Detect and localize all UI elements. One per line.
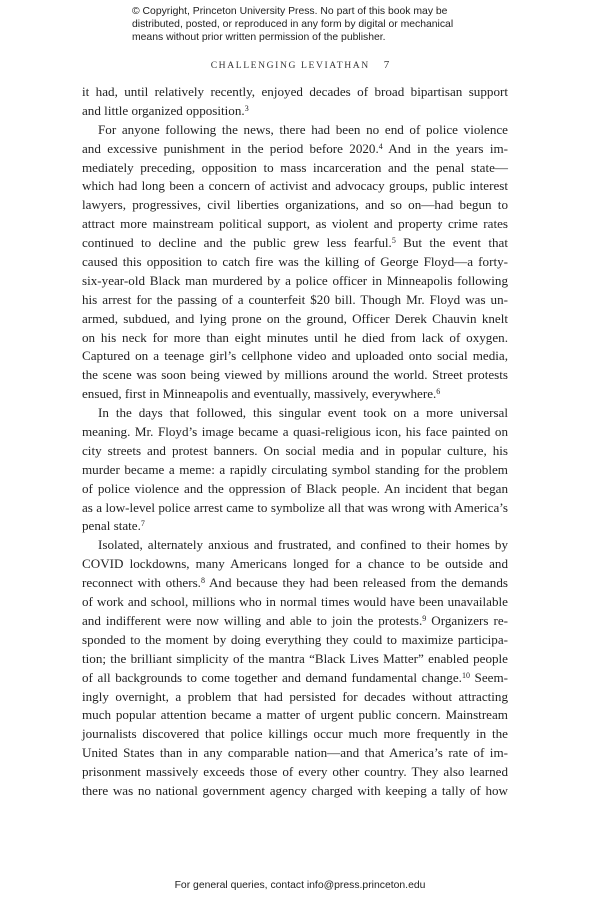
paragraph: [82, 404, 508, 536]
line-text: of work and school, millions who in normal times would have been unavailable: [82, 594, 508, 610]
text-line: [82, 159, 508, 178]
text-line: [82, 650, 508, 669]
text-line: [82, 763, 508, 782]
line-text: COVID lockdowns, many Americans longed for a chance to be outside and: [82, 556, 508, 572]
line-text: of police violence and the oppression of Black people. An incident that began: [82, 480, 508, 496]
paragraph: [82, 83, 508, 121]
line-text-continued: And in the years im-: [382, 140, 508, 156]
footnote-reference[interactable]: 5: [391, 236, 396, 246]
text-line: [82, 536, 508, 555]
body-text: [82, 83, 508, 801]
line-text: penal state.: [82, 518, 141, 534]
footnote-reference[interactable]: 7: [140, 519, 145, 529]
line-text: attract more mainstream political support, as violent and property crime rates: [82, 216, 508, 232]
line-text: and excessive punishment in the period before 2020.: [82, 140, 379, 156]
footer-contact: For general queries, contact info@press.princeton.edu: [174, 880, 426, 891]
copyright-notice: [132, 5, 512, 44]
line-text: which had long been a concern of activist and advocacy groups, public interest: [82, 178, 508, 194]
text-line: [82, 253, 508, 272]
line-text: and little organized opposition.: [82, 102, 245, 118]
text-line: [82, 196, 508, 215]
footnote-reference[interactable]: 4: [378, 141, 383, 151]
text-line: [82, 631, 508, 650]
text-line: [82, 177, 508, 196]
text-line: [82, 234, 508, 253]
text-line: [82, 499, 508, 518]
text-line: [82, 272, 508, 291]
text-line: [82, 574, 508, 593]
line-text: Captured on a teenage girl’s cellphone video and uploaded onto social media,: [82, 348, 508, 364]
footnote-reference[interactable]: 8: [200, 576, 205, 586]
line-text: of all backgrounds to come together and demand fundamental change.: [82, 669, 462, 685]
text-line: [82, 215, 508, 234]
footnote-reference[interactable]: 6: [436, 387, 441, 397]
line-text: tion; the brilliant simplicity of the mantra “Black Lives Matter” enabled people: [82, 650, 508, 666]
running-head: [0, 59, 600, 71]
text-line: [82, 517, 508, 536]
text-line: [82, 329, 508, 348]
text-line: [82, 612, 508, 631]
text-line: [82, 291, 508, 310]
line-text-continued: And because they had been released from the demands: [204, 575, 508, 591]
line-text: lawyers, progressives, civil liberties organizations, and so on—had begun to: [82, 197, 508, 213]
text-line: [82, 385, 508, 404]
line-text-continued: But the event that: [395, 235, 509, 251]
copyright-line: means without prior written permission of the publisher.: [132, 32, 386, 43]
line-text: as a low-level police arrest came to symbolize all that was wrong with America’s: [82, 499, 508, 515]
text-line: [82, 744, 508, 763]
text-line: [82, 83, 508, 102]
text-line: [82, 442, 508, 461]
text-line: [82, 669, 508, 688]
line-text: there was no national government agency charged with keeping a tally of how: [82, 782, 508, 798]
line-text: it had, until relatively recently, enjoyed decades of broad bipartisan support: [82, 84, 508, 99]
line-text: and indifferent were now willing and able to join the protests.: [82, 612, 423, 628]
text-line: [82, 347, 508, 366]
line-text: caused this opposition to catch fire was the killing of George Floyd—a forty-: [82, 254, 508, 270]
line-text-continued: Organizers re-: [426, 612, 508, 628]
line-text: on his neck for more than eight minutes until he died from lack of oxygen.: [82, 329, 508, 345]
text-line: [82, 593, 508, 612]
line-text: In the days that followed, this singular event took on a more universal: [98, 405, 508, 421]
text-line: [82, 461, 508, 480]
text-line: [82, 366, 508, 385]
line-text: mediately preceding, opposition to mass incarceration and the penal state—: [82, 159, 508, 175]
line-text-continued: Seem-: [469, 669, 508, 685]
page-number: 7: [383, 59, 390, 71]
line-text: ingly overnight, a problem that had persisted for decades without attracting: [82, 688, 508, 704]
text-line: [82, 782, 508, 801]
text-line: [82, 423, 508, 442]
line-text: prisonment massively exceeds those of every other country. They also learned: [82, 764, 508, 780]
running-head-title: CHALLENGING LEVIATHAN: [210, 60, 370, 71]
text-line: [82, 480, 508, 499]
line-text: his arrest for the passing of a counterfeit $20 bill. Though Mr. Floyd was un-: [82, 291, 508, 307]
line-text: city streets and protest banners. On social media and in popular culture, his: [82, 442, 508, 458]
text-line: [82, 310, 508, 329]
text-line: [82, 555, 508, 574]
text-line: [82, 140, 508, 159]
line-text: reconnect with others.: [82, 575, 201, 591]
line-text: ensued, first in Minneapolis and eventually, massively, everywhere.: [82, 386, 437, 402]
line-text: armed, subdued, and lying prone on the ground, Officer Derek Chauvin knelt: [82, 310, 508, 326]
line-text: journalists discovered that police killings occur much more frequently in the: [82, 726, 508, 742]
line-text: continued to decline and the public grew less fearful.: [82, 235, 392, 251]
text-line: [82, 102, 508, 121]
footnote-reference[interactable]: 9: [422, 613, 427, 623]
line-text: six-year-old Black man murdered by a police officer in Minneapolis following: [82, 272, 508, 288]
text-line: [82, 404, 508, 423]
line-text: United States than in any comparable nation—and that America’s rate of im-: [82, 745, 508, 761]
line-text: much popular attention became a matter of urgent public concern. Mainstream: [82, 707, 508, 723]
line-text: the scene was soon being viewed by millions around the world. Street protests: [82, 367, 508, 383]
line-text: sponded to the moment by doing everything they could to maximize participa-: [82, 631, 508, 647]
footnote-reference[interactable]: 10: [461, 670, 470, 680]
line-text: meaning. Mr. Floyd’s image became a quasi-religious icon, his face painted on: [82, 424, 508, 440]
text-line: [82, 121, 508, 140]
line-text: murder became a meme: a rapidly circulating symbol standing for the problem: [82, 461, 508, 477]
paragraph: [82, 121, 508, 404]
line-text: For anyone following the news, there had been no end of police violence: [98, 121, 508, 137]
paragraph: [82, 536, 508, 800]
footnote-reference[interactable]: 3: [244, 103, 249, 113]
line-text: Isolated, alternately anxious and frustrated, and confined to their homes by: [98, 537, 508, 553]
copyright-line: distributed, posted, or reproduced in any form by digital or mechanical: [132, 19, 454, 30]
text-line: [82, 688, 508, 707]
copyright-line: © Copyright, Princeton University Press. No part of this book may be: [132, 6, 448, 17]
text-line: [82, 706, 508, 725]
text-line: [82, 725, 508, 744]
